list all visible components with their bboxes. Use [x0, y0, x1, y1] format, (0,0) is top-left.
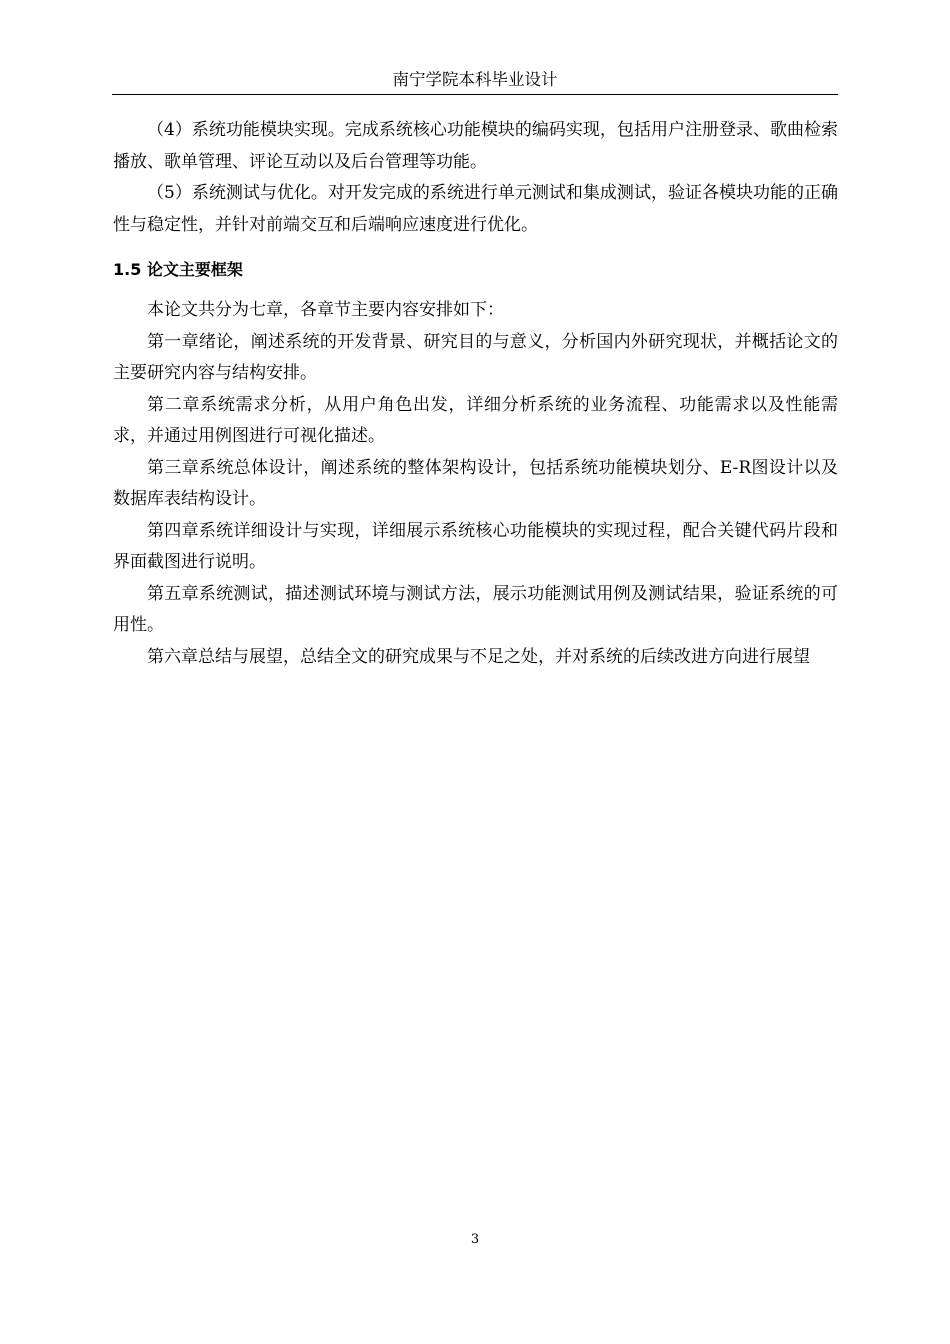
page-header	[112, 66, 838, 95]
section-heading: 1.5 论文主要框架	[113, 260, 243, 279]
paragraph: 第四章系统详细设计与实现，详细展示系统核心功能模块的实现过程，配合关键代码片段和界面截图进行说明。	[113, 520, 838, 572]
paragraph: （5）系统测试与优化。对开发完成的系统进行单元测试和集成测试，验证各模块功能的正确性与稳定性，并针对前端交互和后端响应速度进行优化。	[113, 183, 838, 235]
header-title: 南宁学院本科毕业设计	[392, 70, 558, 89]
paragraph: 第六章总结与展望，总结全文的研究成果与不足之处，并对系统的后续改进方向进行展望	[147, 646, 810, 667]
paragraph: 第一章绪论，阐述系统的开发背景、研究目的与意义，分析国内外研究现状，并概括论文的主要研究内容与结构安排。	[113, 331, 838, 383]
paragraph: 第三章系统总体设计，阐述系统的整体架构设计，包括系统功能模块划分、E-R图设计以及数据库表结构设计。	[113, 457, 838, 509]
paragraph: 第二章系统需求分析，从用户角色出发，详细分析系统的业务流程、功能需求以及性能需求，并通过用例图进行可视化描述。	[113, 394, 838, 446]
paragraph: 第五章系统测试，描述测试环境与测试方法，展示功能测试用例及测试结果，验证系统的可用性。	[113, 583, 838, 635]
paragraph: （4）系统功能模块实现。完成系统核心功能模块的编码实现，包括用户注册登录、歌曲检索播放、歌单管理、评论互动以及后台管理等功能。	[113, 120, 838, 172]
paragraph: 本论文共分为七章，各章节主要内容安排如下：	[147, 300, 504, 320]
body-text	[113, 115, 838, 673]
page-number: 3	[470, 1232, 480, 1247]
